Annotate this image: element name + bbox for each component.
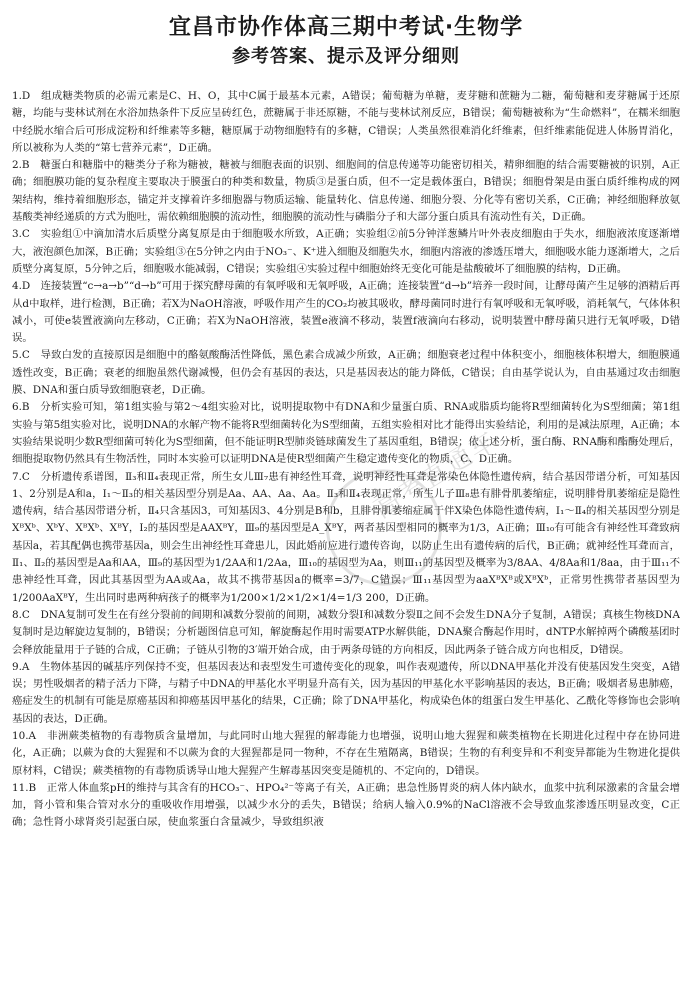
answer-item-5: 5.C 导致白发的直接原因是细胞中的酪氨酸酶活性降低，黑色素合成减少所致，A正确；细胞衰老过程中体积变小，细胞核体积增大，细胞膜通透性改变，B正确；衰老的细胞虽然代谢减慢，但仍会有基因的表达，只是基因表达的能力降低，C错误；自由基学说认为，自由基通过攻击细胞膜、DNA和蛋白质导致细胞衰老，D正确。: [12, 349, 680, 397]
answer-item-3: 3.C 实验组①中滴加清水后质壁分离复原是由于细胞吸水所致，A正确；实验组②前5分钟洋葱鳞片叶外表皮细胞由于失水，细胞液浓度逐渐增大，液泡颜色加深，B正确；实验组③在5分钟之内由于NO₃⁻、K⁺进入细胞及细胞失水，细胞内溶液的渗透压增大，细胞吸水能力逐渐增大，之后质壁分离复原，5分钟之后，细胞吸水能减弱，C错误；实验组④实验过程中细胞始终无变化可能是盐酸破坏了细胞膜的结构，D正确。: [12, 228, 680, 275]
answer-item-7: 7.C 分析遗传系谱图，Ⅱ₃和Ⅱ₄表现正常，所生女儿Ⅲ₇患有神经性耳聋，说明神经性耳聋是常染色体隐性遗传病，结合基因带谱分析，可知基因1、2分别是A和a，Ⅰ₁～Ⅱ₃的相关基因型分别是Aa、AA、Aa、Aa。Ⅱ₃和Ⅱ₄表现正常，所生儿子Ⅲ₈患有腓骨肌萎缩症，说明腓骨肌萎缩症是隐性遗传病，结合基因带谱分析，Ⅱ₄只含基因3，可知基因3、4分别是B和b，且腓骨肌萎缩症属于伴X染色体隐性遗传病，Ⅰ₁～Ⅱ₄的相关基因型分别是XᴮXᵇ、XᵇY、XᴮXᵇ、XᴮY，Ⅰ₂的基因型是AAXᴮY，Ⅲ₉的基因型是A_XᴮY，两者基因型相同的概率为1/3，A正确；Ⅲ₁₀有可能含有神经性耳聋致病基因a，若其配偶也携带基因a，则会生出神经性耳聋患儿，因此婚前应进行遗传咨询，以防止生出有遗传病的后代，B正确；就神经性耳聋而言，Ⅱ₁、Ⅱ₂的基因型是Aa和AA，Ⅲ₉的基因型为1/2AA和1/2Aa，Ⅲ₁₀的基因型为Aa，则Ⅲ₁₁的基因型及概率为3/8AA、4/8Aa和1/8aa，由于Ⅲ₁₁不患神经性耳聋，因此其基因型为AA或Aa，故其不携带基因a的概率=3/7，C错误；Ⅲ₁₁基因型为aaXᴮXᴮ或XᴮXᵇ，正常男性携带者基因型为1/200AaXᴮY，生出同时患两种病孩子的概率为1/200×1/2×1/2×1/4=1/3 200，D正确。: [12, 470, 680, 604]
page-subtitle: 参考答案、提示及评分细则: [232, 46, 460, 67]
answer-item-1: 1.D 组成糖类物质的必需元素是C、H、O，其中C属于最基本元素，A错误；葡萄糖为单糖，麦芽糖和蔗糖为二糖，葡萄糖和麦芽糖属于还原糖，均能与斐林试剂在水浴加热条件下反应呈砖红色，蔗糖属于非还原糖，不能与斐林试剂反应，B错误；葡萄糖被称为“生命燃料”，在糯米细胞中经脱水缩合后可形成淀粉和纤维素等多糖，糖原属于动物细胞特有的多糖，C错误；人类虽然很难消化纤维素，但纤维素能促进人体肠胃消化，所以被称为人类的“第七营养元素”，D正确。: [12, 90, 680, 154]
answer-item-9: 9.A 生物体基因的碱基序列保持不变，但基因表达和表型发生可遗传变化的现象，叫作表观遗传，所以DNA甲基化并没有使基因发生突变，A错误；男性吸烟者的精子活力下降，与精子中DNA的甲基化水平明显升高有关，因为基因的甲基化水平影响基因的表达，B正确；吸烟者易患肺癌，癌症发生的机制有可能是原癌基因和抑癌基因甲基化的结果，C正确；除了DNA甲基化，构成染色体的组蛋白发生甲基化、乙酰化等修饰也会影响基因的表达，D正确。: [12, 660, 680, 725]
answers-body: [12, 88, 680, 978]
answer-item-2: 2.B 糖蛋白和糖脂中的糖类分子称为糖被，糖被与细胞表面的识别、细胞间的信息传递等功能密切相关，精卵细胞的结合需要糖被的识别，A正确；细胞膜功能的复杂程度主要取决于膜蛋白的种类和数量，物质③是蛋白质，但不一定是载体蛋白，B错误；细胞骨架是由蛋白质纤维构成的网架结构，维持着细胞形态，锚定并支撑着许多细胞器与物质运输、能量转化、信息传递、细胞分裂、分化等有密切关系，C正确；神经细胞释放氨基酸类神经递质的方式为胞吐，需依赖细胞膜的流动性，细胞膜的流动性与磷脂分子和大部分蛋白质具有流动性有关，D正确。: [12, 159, 680, 224]
page-title: 宜昌市协作体高三期中考试·生物学: [168, 15, 524, 40]
answer-item-4: 4.D 连接装置“c→a→b”“d→b”可用于探究酵母菌的有氧呼吸和无氧呼吸，A正确；连接装置“d→b”培养一段时间，让酵母菌产生足够的酒精后再从d中取样，进行检测，B正确；若X为NaOH溶液，呼吸作用产生的CO₂均被其吸收，酵母菌同时进行有氧呼吸和无氧呼吸，消耗氧气，气体体积减小，可使e装置液滴向左移动，C正确；若X为NaOH溶液，装置e液滴不移动，装置f液滴向右移动，说明装置中酵母菌只进行无氧呼吸，D错误。: [12, 280, 680, 345]
answer-item-10: 10.A 非洲蕨类植物的有毒物质含量增加，与此同时山地大猩猩的解毒能力也增强，说明山地大猩猩和蕨类植物在长期进化过程中存在协同进化，A正确；以蕨为食的大猩猩和不以蕨为食的大猩猩都是同一物种，不存在生殖隔离，B错误；生物的有利变异和不利变异都能为生物进化提供原材料，C错误；蕨类植物的有毒物质诱导山地大猩猩产生解毒基因突变是随机的、不定向的，D错误。: [12, 729, 680, 777]
answer-item-8: 8.C DNA复制可发生在有丝分裂前的间期和减数分裂前的间期，减数分裂Ⅰ和减数分裂Ⅱ之间不会发生DNA分子复制，A错误；真核生物核DNA复制时是边解旋边复制的，B错误；分析题图信息可知，解旋酶起作用时需要ATP水解供能，DNA聚合酶起作用时，dNTP水解掉两个磷酸基团时会释放能量用于子链的合成，C正确；子链从引物的3′端开始合成，由于两条母链的方向相反，因此两条子链合成方向也相反，D错误。: [12, 608, 680, 656]
watermark-text: 高考直通车: [368, 425, 504, 525]
answer-item-6: 6.B 分析实验可知，第1组实验与第2～4组实验对比，说明提取物中有DNA和少量蛋白质、RNA或脂质均能将R型细菌转化为S型细菌；第1组实验与第5组实验对比，说明DNA的水解产物不能将R型细菌转化为S型细菌，五组实验相对比才能得出实验结论，利用的是减法原理，A正确；本实验结果说明少数R型细菌可转化为S型细菌，但不能证明R型肺炎链球菌发生了基因重组，B错误；依上述分析，蛋白酶、RNA酶和酯酶处理后，细胞提取物仍然具有生物活性，同时本实验可以证明DNA是使R型细菌产生稳定遗传变化的物质，C、D正确。: [12, 401, 680, 466]
answer-item-11: 11.B 正常人体血浆pH的维持与其含有的HCO₃⁻、HPO₄²⁻等离子有关，A正确；患急性肠胃炎的病人体内缺水，血浆中抗利尿激素的含量会增加，肾小管和集合管对水分的重吸收作用增强，以减少水分的丢失，B错误；给病人输入0.9%的NaCl溶液不会导致血浆渗透压明显改变，C正确；急性肾小球肾炎引起蛋白尿，使血浆蛋白含量减少，导致组织液: [12, 781, 680, 829]
